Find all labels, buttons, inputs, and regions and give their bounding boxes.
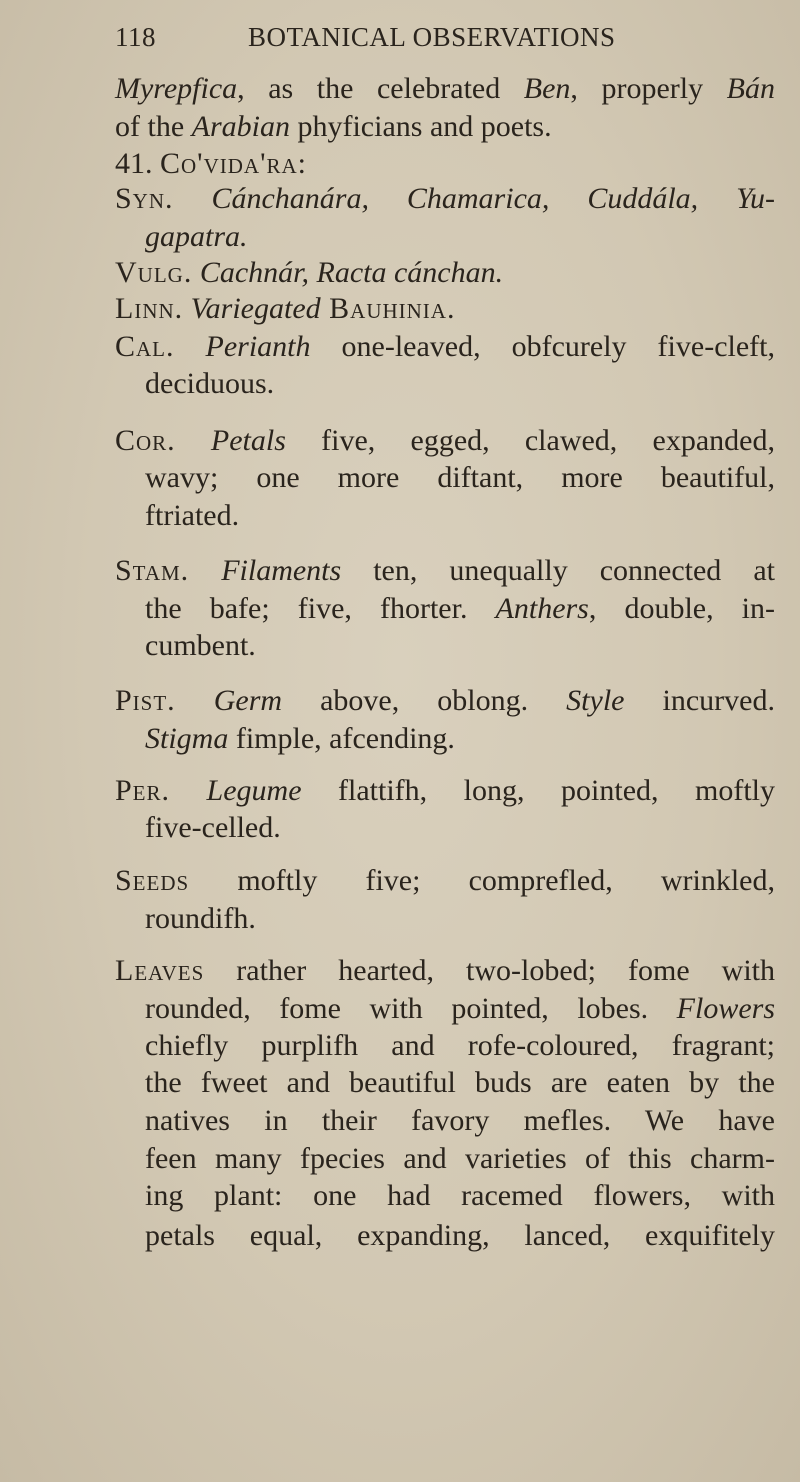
text-line [145,992,775,1026]
small-caps-label: Stam. [115,554,190,587]
italic-text: Arabian [191,110,290,143]
text-run: rounded, fome with pointed, lobes. [145,992,677,1025]
text-line [115,330,775,364]
small-caps-label: Leaves [115,954,205,987]
italic-text: Style [566,684,625,717]
text-run: ing plant: one had racemed flowers, with [145,1179,775,1212]
text-run: the bafe; five, fhorter. [145,592,496,625]
text-run: , properly [570,72,727,105]
text-run: of the [115,110,192,143]
text-line [115,774,775,808]
italic-text: Anthers [495,592,589,625]
text-line [115,424,775,458]
italic-text: Perianth [174,330,311,363]
text-run: ftriated. [145,499,240,532]
small-caps-label: Seeds [115,864,190,897]
text-line [145,1179,775,1213]
text-line [145,1104,775,1138]
small-caps-label: Pist. [115,684,176,717]
text-line [145,1029,775,1063]
text-run: above, oblong. [282,684,567,717]
text-run: one-leaved, obfcurely five-cleft, [310,330,775,363]
small-caps-label: Vulg. [115,256,193,289]
text-run: phyficians and poets. [289,110,552,143]
text-run [192,256,200,289]
italic-text: Myrepfica [115,72,238,105]
text-run: rather hearted, two-lobed; fome with [204,954,775,987]
text-line [115,954,775,988]
text-line [115,684,775,718]
text-run: petals equal, expanding, lanced, exquifitely [145,1219,775,1252]
text-line [145,1219,775,1253]
small-caps-label: Bauhinia. [320,292,456,325]
text-line [115,256,775,290]
small-caps-label: Cal. [115,330,175,363]
small-caps-label: Per. [115,774,171,807]
italic-text: Flowers [676,992,775,1025]
text-run: roundifh. [145,902,256,935]
small-caps-label: Linn. [115,292,184,325]
text-line [145,367,775,401]
text-run [183,292,191,325]
text-line [145,1142,775,1176]
text-line [145,592,775,626]
text-line [115,72,775,106]
text-run: the fweet and beautiful buds are eaten by the [145,1066,775,1099]
small-caps-label: Co'vida'ra: [160,147,307,180]
small-caps-label: Cor. [115,424,176,457]
text-run: chiefly purplifh and rofe-coloured, fragrant; [145,1029,775,1062]
italic-text: Bán [726,72,775,105]
text-line [115,110,775,144]
text-run: five, egged, clawed, expanded, [285,424,775,457]
italic-text: Ben [523,72,571,105]
italic-text: Germ [175,684,283,717]
text-line [145,902,775,936]
text-line [145,722,775,756]
text-line [115,182,775,216]
text-line [145,499,775,533]
italic-text: Cánchanára, Chamarica, Cuddála, Yu- [211,182,776,215]
text-run: wavy; one more diftant, more beautiful, [145,461,775,494]
text-line [145,811,775,845]
italic-text: Cachnár, Racta cánchan. [199,256,504,289]
italic-text: Variegated [190,292,321,325]
page-number: 118 [115,22,156,52]
italic-text: Petals [175,424,286,457]
text-run: incurved. [624,684,775,717]
text-run: flattifh, long, pointed, moftly [301,774,776,807]
text-line [145,461,775,495]
running-title: BOTANICAL OBSERVATIONS [248,22,616,52]
italic-text: Legume [170,774,302,807]
text-run: , as the celebrated [237,72,524,105]
text-line [115,292,775,326]
italic-text: Filaments [189,554,342,587]
text-line [145,629,775,663]
text-line [115,864,775,898]
text-run: moftly five; comprefled, wrinkled, [189,864,775,897]
text-line [145,1066,775,1100]
text-line [115,554,775,588]
text-line [145,220,775,254]
text-run: feen many fpecies and varieties of this charm- [145,1142,775,1175]
text-run: natives in their favory mefles. We have [145,1104,775,1137]
italic-text: Stigma [145,722,229,755]
text-run: , double, in- [588,592,775,625]
text-line [115,147,775,181]
text-run: five-celled. [145,811,281,844]
text-run: 41. [115,147,160,180]
italic-text: gapatra. [145,220,248,253]
small-caps-label: Syn. [115,182,174,215]
text-run: deciduous. [145,367,275,400]
text-run [174,182,212,215]
text-run: cumbent. [145,629,256,662]
text-run: fimple, afcending. [228,722,455,755]
text-run: ten, unequally connected at [341,554,775,587]
